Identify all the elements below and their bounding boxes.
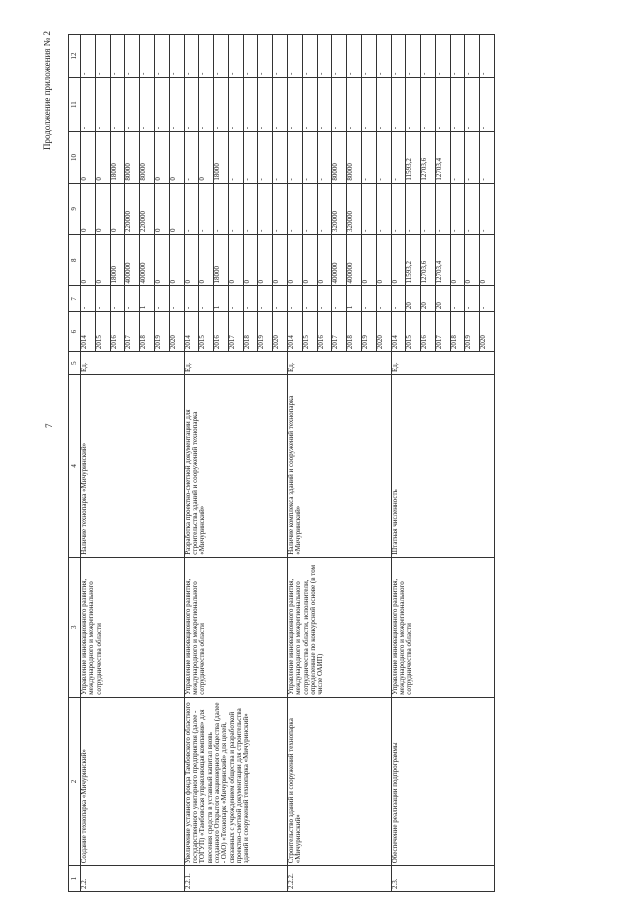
measure-name: Строительство зданий и сооружений технопарка «Мичуринский» (288, 697, 392, 866)
year-cell: 2016 (317, 312, 332, 351)
value-cell: - (450, 286, 465, 311)
column-header: 1 (69, 866, 81, 892)
year-list (81, 312, 185, 352)
value-cell: - (81, 78, 95, 131)
value-cell: - (95, 286, 110, 311)
value-cell: 0 (168, 228, 177, 233)
value-cell: - (479, 126, 488, 130)
value-cell: - (375, 72, 384, 75)
year-cell: 2019 (258, 312, 273, 351)
year-cell: 2020 (272, 335, 281, 350)
value-subtable (185, 78, 288, 131)
value-cell: 0 (95, 184, 110, 234)
table-wrapper (68, 34, 495, 892)
value-cell: 320000 (332, 184, 347, 234)
value-cell: - (435, 35, 450, 77)
value-subtable (288, 286, 391, 311)
row-number: 2.3. (391, 866, 495, 892)
value-cell: - (140, 35, 155, 77)
value-list-c12 (184, 35, 288, 78)
value-subtable (185, 35, 288, 77)
header-row (69, 35, 81, 892)
value-cell: - (199, 78, 214, 131)
value-list-c10 (81, 132, 185, 183)
value-cell: 400000 (125, 235, 140, 285)
value-cell: - (228, 184, 243, 234)
value-cell: 0 (199, 235, 214, 285)
value-cell: 0 (154, 235, 169, 285)
value-cell: - (406, 78, 421, 131)
value-cell: - (185, 132, 199, 182)
value-list-c7 (288, 286, 392, 312)
value-cell: 80000 (332, 132, 347, 182)
year-cell: 2019 (154, 312, 169, 351)
value-cell: 12703,4 (435, 235, 450, 285)
executor: Управление инновационного развития, международного и межрегионального сотрудничества области (184, 557, 288, 697)
value-cell: - (332, 35, 347, 77)
value-cell: - (421, 35, 436, 77)
value-cell: - (272, 72, 281, 75)
value-cell: 0 (479, 279, 488, 284)
value-cell: 80000 (125, 132, 140, 182)
value-cell: - (272, 126, 281, 130)
table-row (391, 35, 495, 892)
year-cell: 2018 (140, 312, 155, 351)
value-cell: - (154, 78, 169, 131)
value-cell: - (302, 78, 317, 131)
value-cell: 0 (168, 177, 177, 181)
unit: Ед. (184, 352, 288, 375)
value-cell: - (317, 78, 332, 131)
value-cell: - (450, 132, 465, 182)
table-row (184, 35, 288, 892)
value-cell: - (272, 178, 281, 181)
value-list-c11 (288, 77, 392, 131)
value-cell: - (450, 78, 465, 131)
column-header: 3 (69, 557, 81, 697)
value-list-c8 (391, 235, 495, 286)
value-list-c12 (288, 35, 392, 78)
value-cell: - (110, 35, 125, 77)
year-cell: 2015 (199, 312, 214, 351)
value-cell: - (81, 286, 95, 311)
value-cell: - (258, 286, 273, 311)
value-cell: 0 (81, 184, 95, 234)
value-cell: 0 (185, 235, 199, 285)
value-cell: 0 (272, 279, 281, 284)
value-subtable (81, 184, 184, 234)
value-cell: - (258, 35, 273, 77)
value-list-c8 (288, 235, 392, 286)
value-subtable (81, 235, 184, 285)
year-cell: 2017 (435, 312, 450, 351)
year-list (288, 312, 392, 352)
value-cell: 0 (243, 235, 258, 285)
value-cell: - (185, 78, 199, 131)
value-cell: - (95, 35, 110, 77)
value-cell: - (450, 184, 465, 234)
unit: Ед. (391, 352, 495, 375)
value-cell: 320000 (347, 184, 362, 234)
value-cell: - (199, 184, 214, 234)
value-cell: - (258, 78, 273, 131)
value-cell: - (375, 178, 384, 181)
executor: Управление инновационного развития, международного и межрегионального сотрудничества области (391, 557, 495, 697)
value-cell: - (317, 132, 332, 182)
value-cell: - (288, 78, 302, 131)
column-header: 10 (69, 132, 81, 183)
value-subtable (392, 78, 495, 131)
value-cell: 0 (317, 235, 332, 285)
page-number: 7 (44, 423, 54, 428)
value-list-c7 (391, 286, 495, 312)
value-subtable (81, 78, 184, 131)
value-cell: - (361, 78, 376, 131)
column-header: 12 (69, 35, 81, 78)
year-cell: 2018 (450, 312, 465, 351)
value-cell: 220000 (125, 184, 140, 234)
value-cell: - (317, 184, 332, 234)
value-cell: 18000 (214, 235, 229, 285)
indicator: Наличие комплекса зданий и сооружений технопарка «Мичуринский» (288, 374, 392, 557)
value-list-c8 (184, 235, 288, 286)
year-cell: 2020 (479, 335, 488, 350)
value-cell: - (110, 78, 125, 131)
year-cell: 2016 (110, 312, 125, 351)
value-cell: 12703,6 (421, 132, 436, 182)
row-number: 2.2. (81, 866, 185, 892)
value-cell: - (214, 78, 229, 131)
value-cell: - (243, 78, 258, 131)
value-cell: - (332, 286, 347, 311)
value-cell: - (392, 286, 406, 311)
value-cell: - (168, 306, 177, 310)
value-subtable (392, 312, 495, 351)
value-cell: - (406, 35, 421, 77)
value-cell: - (465, 35, 480, 77)
value-list-c8 (81, 235, 185, 286)
value-cell: 80000 (140, 132, 155, 182)
value-cell: 18000 (110, 235, 125, 285)
value-subtable (185, 235, 288, 285)
value-cell: - (258, 184, 273, 234)
value-cell: - (125, 78, 140, 131)
column-header: 6 (69, 312, 81, 352)
value-cell: - (125, 286, 140, 311)
value-subtable (288, 312, 391, 351)
value-list-c12 (391, 35, 495, 78)
value-cell: - (479, 306, 488, 310)
row-number: 2.2.1. (184, 866, 288, 892)
value-cell: - (272, 306, 281, 310)
value-cell: - (168, 72, 177, 75)
value-list-c7 (184, 286, 288, 312)
value-cell: - (140, 78, 155, 131)
value-subtable (81, 286, 184, 311)
year-cell: 2019 (465, 312, 480, 351)
value-cell: 0 (450, 235, 465, 285)
year-cell: 2017 (125, 312, 140, 351)
value-cell: - (110, 286, 125, 311)
value-cell: - (199, 35, 214, 77)
value-cell: - (435, 78, 450, 131)
value-cell: - (288, 35, 302, 77)
value-cell: - (125, 35, 140, 77)
value-cell: - (214, 35, 229, 77)
value-cell: - (375, 126, 384, 130)
year-cell: 2020 (168, 335, 177, 350)
value-cell: 12703,4 (435, 132, 450, 182)
value-subtable (81, 312, 184, 351)
value-cell: - (272, 229, 281, 233)
value-cell: - (392, 35, 406, 77)
value-cell: - (465, 132, 480, 182)
value-cell: - (406, 184, 421, 234)
year-cell: 2014 (81, 312, 95, 351)
value-list-c12 (81, 35, 185, 78)
column-header: 7 (69, 286, 81, 312)
table-row (81, 35, 185, 892)
value-cell: 0 (361, 235, 376, 285)
value-subtable (81, 132, 184, 182)
value-cell: - (361, 184, 376, 234)
value-list-c9 (391, 183, 495, 234)
value-cell: - (243, 286, 258, 311)
program-table (68, 34, 495, 892)
year-cell: 2014 (288, 312, 302, 351)
unit: Ед. (288, 352, 392, 375)
value-cell: - (185, 286, 199, 311)
value-cell: - (302, 132, 317, 182)
value-cell: 0 (199, 132, 214, 182)
executor: Управление инновационного развития, международного и межрегионального сотрудничества области (81, 557, 185, 697)
value-list-c10 (391, 132, 495, 183)
value-cell: - (288, 132, 302, 182)
value-cell: 1 (140, 286, 155, 311)
value-cell: 0 (110, 184, 125, 234)
year-cell: 2015 (95, 312, 110, 351)
year-cell: 2019 (361, 312, 376, 351)
unit: Ед. (81, 352, 185, 375)
value-cell: 0 (465, 235, 480, 285)
value-cell: 1 (347, 286, 362, 311)
value-cell: 1 (214, 286, 229, 311)
year-cell: 2015 (302, 312, 317, 351)
value-subtable (392, 132, 495, 182)
value-list-c11 (391, 77, 495, 131)
value-cell: - (185, 184, 199, 234)
year-list (391, 312, 495, 352)
year-cell: 2018 (243, 312, 258, 351)
value-cell: 0 (81, 235, 95, 285)
row-number: 2.2.2. (288, 866, 392, 892)
value-cell: 0 (228, 235, 243, 285)
executor: Управление инновационного развития, международного и межрегионального сотрудничества области, исполнители, определенные по конкурсной основе (в том числе ОАИП) (288, 557, 392, 697)
value-cell: - (361, 35, 376, 77)
value-cell: 220000 (140, 184, 155, 234)
value-subtable (392, 184, 495, 234)
column-header: 2 (69, 697, 81, 866)
measure-name: Увеличение уставного фонда Тамбовского областного государственного унитарного предприятия (далее - ТОГУП) «Тамбовская управляющая компания» для внесения средств в уставный капитал вновь созданного Открытого акционерного общества (далее - ОАО) «Технопарк «Мичуринский» для целей, связанных с учреждением общества и разработкой проектно-сметной документации для строительства зданий и сооружений технопарка «Мичуринский» (184, 697, 288, 866)
value-cell: - (375, 229, 384, 233)
value-cell: - (302, 184, 317, 234)
year-cell: 2020 (375, 335, 384, 350)
value-subtable (288, 132, 391, 182)
value-cell: 11593,2 (406, 235, 421, 285)
value-cell: 0 (168, 279, 177, 284)
value-cell: 0 (154, 132, 169, 182)
value-cell: 400000 (140, 235, 155, 285)
year-cell: 2014 (392, 312, 406, 351)
value-cell: 20 (421, 286, 436, 311)
value-cell: - (479, 178, 488, 181)
value-cell: 0 (302, 235, 317, 285)
value-subtable (81, 35, 184, 77)
value-list-c9 (288, 183, 392, 234)
value-cell: - (465, 286, 480, 311)
value-list-c9 (184, 183, 288, 234)
value-list-c10 (184, 132, 288, 183)
year-cell: 2018 (347, 312, 362, 351)
value-cell: - (228, 132, 243, 182)
value-cell: 400000 (347, 235, 362, 285)
value-cell: - (154, 35, 169, 77)
value-cell: - (288, 286, 302, 311)
value-cell: - (479, 72, 488, 75)
value-cell: - (243, 35, 258, 77)
value-cell: - (258, 132, 273, 182)
value-list-c7 (81, 286, 185, 312)
value-subtable (288, 184, 391, 234)
value-cell: - (375, 306, 384, 310)
value-cell: - (317, 35, 332, 77)
value-cell: 11593,2 (406, 132, 421, 182)
value-cell: - (361, 132, 376, 182)
value-cell: 0 (154, 184, 169, 234)
value-cell: - (347, 35, 362, 77)
value-cell: - (228, 78, 243, 131)
value-list-c9 (81, 183, 185, 234)
value-cell: - (465, 78, 480, 131)
value-subtable (392, 235, 495, 285)
value-subtable (392, 286, 495, 311)
value-list-c11 (184, 77, 288, 131)
column-header: 8 (69, 235, 81, 286)
year-list (184, 312, 288, 352)
column-header: 5 (69, 352, 81, 375)
value-cell: - (228, 35, 243, 77)
year-cell: 2014 (185, 312, 199, 351)
value-cell: 400000 (332, 235, 347, 285)
value-cell: - (435, 184, 450, 234)
value-cell: 80000 (347, 132, 362, 182)
value-subtable (288, 235, 391, 285)
value-cell: - (465, 184, 480, 234)
value-cell: - (81, 35, 95, 77)
value-cell: - (317, 286, 332, 311)
year-cell: 2016 (421, 312, 436, 351)
value-list-c11 (81, 77, 185, 131)
value-cell: - (347, 78, 362, 131)
column-header: 4 (69, 374, 81, 557)
value-cell: 0 (375, 279, 384, 284)
value-cell: 0 (95, 235, 110, 285)
continuation-note: Продолжение приложения № 2 (42, 30, 52, 150)
value-cell: - (199, 286, 214, 311)
measure-name: Создание технопарка «Мичуринский» (81, 697, 185, 866)
indicator: Наличие технопарка «Мичуринский» (81, 374, 185, 557)
value-subtable (288, 35, 391, 77)
value-subtable (288, 78, 391, 131)
indicator: Штатная численность (391, 374, 495, 557)
value-cell: 20 (435, 286, 450, 311)
value-subtable (185, 312, 288, 351)
value-cell: 0 (392, 235, 406, 285)
value-cell: - (421, 78, 436, 131)
year-cell: 2017 (228, 312, 243, 351)
value-subtable (185, 132, 288, 182)
indicator: Разработка проектно-сметной документации для строительства зданий и сооружений технопарка «Мичуринский» (184, 374, 288, 557)
value-subtable (185, 184, 288, 234)
value-cell: - (243, 132, 258, 182)
value-cell: - (185, 35, 199, 77)
value-cell: - (392, 132, 406, 182)
value-cell: - (361, 286, 376, 311)
value-cell: 12703,6 (421, 235, 436, 285)
value-cell: 18000 (214, 132, 229, 182)
value-cell: - (302, 286, 317, 311)
column-header: 9 (69, 183, 81, 234)
value-cell: - (288, 184, 302, 234)
year-cell: 2015 (406, 312, 421, 351)
value-cell: 0 (288, 235, 302, 285)
value-cell: - (479, 229, 488, 233)
value-cell: 0 (95, 132, 110, 182)
value-cell: - (332, 78, 347, 131)
value-cell: - (392, 184, 406, 234)
value-subtable (392, 35, 495, 77)
year-cell: 2016 (214, 312, 229, 351)
value-cell: - (450, 35, 465, 77)
value-cell: - (421, 184, 436, 234)
value-subtable (185, 286, 288, 311)
column-header: 11 (69, 77, 81, 131)
value-cell: - (154, 286, 169, 311)
year-cell: 2017 (332, 312, 347, 351)
value-list-c10 (288, 132, 392, 183)
value-cell: - (392, 78, 406, 131)
value-cell: - (168, 126, 177, 130)
table-row (288, 35, 392, 892)
value-cell: - (228, 286, 243, 311)
value-cell: - (214, 184, 229, 234)
value-cell: 20 (406, 286, 421, 311)
value-cell: - (95, 78, 110, 131)
measure-name: Обеспечение реализации подпрограммы (391, 697, 495, 866)
value-cell: 18000 (110, 132, 125, 182)
value-cell: 0 (258, 235, 273, 285)
value-cell: 0 (81, 132, 95, 182)
value-cell: - (243, 184, 258, 234)
value-cell: - (302, 35, 317, 77)
